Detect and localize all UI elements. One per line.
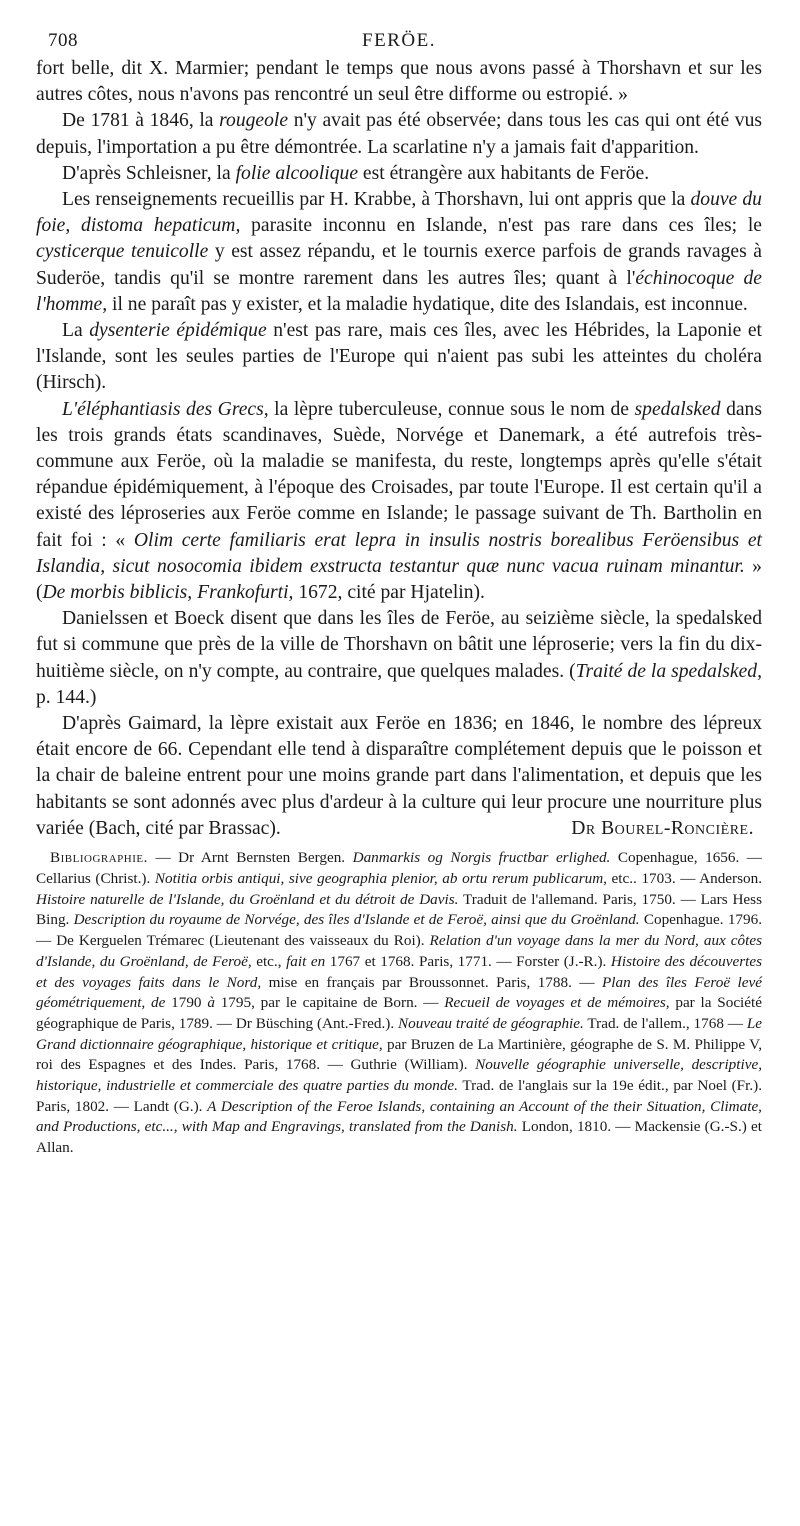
- text-run: 1795, par le capitaine de Born. —: [214, 994, 445, 1012]
- page-header: [36, 30, 762, 56]
- italic-text: Histoire des découvertes et des voyages faits dans le Nord,: [36, 952, 763, 991]
- text-run: par la Société géographique de Paris, 1789. — Dr Büsching (Ant.-Fred.).: [36, 994, 762, 1032]
- text-run: Copenhague, 1656. — Cellarius (Christ.).: [36, 849, 762, 887]
- italic-text: A Description of the Feroe Islands, containing an Account of the their Situation, Climate, and Productions, etc..., with Map and Engravings, translated from the Danish.: [36, 1097, 762, 1136]
- text-run: mise en français par Broussonnet. Paris, 1788. —: [261, 973, 602, 991]
- text-run: fort belle, dit X. Marmier; pendant le temps que nous avons passé à Thorshavn et sur les autres côtes, nous n'avons pas rencontré un seul être difforme ou estropié. »: [36, 58, 762, 106]
- text-run: La: [62, 320, 90, 342]
- text-run: n'est pas rare, mais ces îles, avec les Hébrides, la Laponie et l'Islande, sont les seules parties de l'Europe qui n'aient pas subi les atteintes du choléra (Hirsch).: [36, 320, 762, 394]
- italic-text: douve du foie, distoma hepaticum,: [36, 189, 762, 237]
- italic-text: Danmarkis og Norgis fructbar erlighed.: [352, 849, 611, 867]
- body-paragraph: [36, 318, 762, 397]
- italic-text: à: [207, 994, 215, 1012]
- italic-text: dysenterie épidémique: [89, 320, 267, 342]
- italic-text: Description du royaume de Norvége, des îles d'Islande et de Feroë, ainsi que du Groënland.: [73, 911, 640, 929]
- body-paragraph: [36, 397, 762, 607]
- text-run: London, 1810. — Mackensie (G.-S.) et Allan.: [36, 1118, 762, 1157]
- italic-text: fait en: [286, 952, 326, 970]
- text-run: Les renseignements recueillis par H. Krabbe, à Thorshavn, lui ont appris que la: [62, 189, 691, 211]
- italic-text: folie alcoolique: [235, 162, 359, 184]
- text-run: — Dr Arnt Bernsten Bergen.: [147, 849, 353, 867]
- italic-text: Relation d'un voyage dans la mer du Nord, aux côtes d'Islande, du Groënland, de Feroë,: [36, 932, 762, 970]
- text-run: De 1781 à 1846, la: [62, 110, 220, 132]
- body-paragraph: [36, 108, 762, 160]
- text-run: il ne paraît pas y exister, et la maladie hydatique, dite des Islandais, est inconnue.: [107, 293, 748, 315]
- body-paragraph: [36, 606, 762, 711]
- bibliography-paragraph: [36, 848, 762, 1159]
- text-run: par Bruzen de La Martinière, géographe de S. M. Philippe V, roi des Espagnes et des Indes. Paris, 1768. — Guthrie (William).: [36, 1035, 762, 1074]
- italic-text: Nouveau traité de géographie.: [398, 1014, 584, 1032]
- text-run: 1672, cité par Hjatelin).: [293, 582, 485, 604]
- italic-text: Nouvelle géographie universelle, descriptive, historique, industrielle et commerciale des quatre parties du monde.: [36, 1056, 762, 1095]
- text-run: parasite inconnu en Islande, n'est pas rare dans ces îles; le: [240, 215, 762, 237]
- text-run: dans les trois grands états scandinaves, Suède, Norvége et Danemark, a été autrefois très-commune aux Feröe, où la maladie se manifesta, du reste, longtemps après qu'elle s'était répandue épidémiquement, à l'époque des Croisades, par toute l'Europe. Il est certain qu'il a existé des léproseries aux Feröe comme en Islande; le passage suivant de Th. Bartholin en fait foi : «: [36, 398, 762, 551]
- text-run: etc.,: [251, 952, 287, 970]
- italic-text: Traité de la spedalsked,: [575, 660, 763, 682]
- text-run: D'après Schleisner, la: [62, 162, 236, 184]
- signature-text: Dr Bourel-Roncière.: [571, 818, 754, 840]
- italic-text: L'éléphantiasis des Grecs,: [62, 398, 269, 420]
- text-run: Trad. de l'anglais sur la 19e édit., par Noel (Fr.). Paris, 1802. — Landt (G.).: [36, 1077, 762, 1115]
- text-run: n'y avait pas été observée; dans tous les cas qui ont été vus depuis, l'importation a pu être démontrée. La scarlatine n'y a jamais fait d'apparition.: [36, 110, 763, 158]
- italic-text: Notitia orbis antiqui, sive geographia plenior, ab ortu rerum publicarum,: [154, 870, 607, 887]
- running-title: FERÖE.: [362, 30, 436, 51]
- italic-text: De morbis biblicis, Frankofurti,: [42, 582, 294, 604]
- italic-text: Histoire naturelle de l'Islande, du Groënland et du détroit de Davis.: [36, 890, 459, 908]
- text-run: Trad. de l'allem., 1768 —: [583, 1014, 747, 1032]
- text-run: Danielssen et Boeck disent que dans les îles de Feröe, au seizième siècle, la spedalsked fut si commune que près de la ville de Thorshavn on bâtit une léproserie; vers la fin du dix-huitième siècle, on n'y compte, au contraire, que quelques malades. (: [36, 608, 762, 682]
- italic-text: échinocoque de l'homme,: [36, 267, 763, 315]
- text-run: D'après Gaimard, la lèpre existait aux Feröe en 1836; en 1846, le nombre des lépreux était encore de 66. Cependant elle tend à disparaître complétement depuis que le poisson et la chair de baleine entrent pour une moins grande part dans l'alimentation, et depuis que les habitants se sont adonnés avec plus d'ardeur à la culture qui leur procure une nourriture plus variée (Bach, cité par Brassac).: [36, 713, 762, 839]
- body-paragraph: [36, 187, 762, 318]
- text-run: » (: [36, 555, 762, 604]
- italic-text: Olim certe familiaris erat lepra in insulis nostris borealibus Feröensibus et Islandia, sicut nosocomia ibidem exstructa testantur quæ nunc vacua ruinam minantur.: [36, 529, 762, 577]
- text-run: la lèpre tuberculeuse, connue sous le nom de: [268, 398, 635, 420]
- bibliography: [36, 848, 762, 1159]
- italic-text: cysticerque tenuicolle: [36, 241, 209, 263]
- body-paragraph: [36, 161, 762, 187]
- italic-text: Le Grand dictionnaire géographique, historique et critique,: [36, 1014, 763, 1053]
- italic-text: rougeole: [219, 110, 289, 132]
- italic-text: spedalsked: [634, 398, 721, 420]
- article-body: [36, 56, 762, 842]
- text-run: y est assez répandu, et le tournis exerce parfois de grands ravages à Suderöe, tandis qu'il se montre rarement dans les autres îles; quant à l': [36, 241, 762, 289]
- italic-text: Plan des îles Feroë levé géométriquement, de: [36, 973, 762, 1012]
- page-number: 708: [48, 30, 78, 51]
- text-run: 1767 et 1768. Paris, 1771. — Forster (J.-R.).: [325, 952, 611, 970]
- text-run: p. 144.): [36, 686, 97, 708]
- text-run: est étrangère aux habitants de Feröe.: [358, 162, 650, 184]
- text-run: Traduit de l'allemand. Paris, 1750. — Lars Hess Bing.: [36, 890, 762, 929]
- text-run: etc.. 1703. — Anderson.: [606, 870, 763, 887]
- text-run: Copenhague. 1796. — De Kerguelen Trémarec (Lieutenant des vaisseaux du Roi).: [36, 911, 762, 950]
- text-run: Bibliographie.: [50, 849, 148, 867]
- italic-text: Recueil de voyages et de mémoires,: [444, 994, 670, 1012]
- text-run: 1790: [165, 994, 208, 1012]
- body-paragraph: [36, 56, 762, 108]
